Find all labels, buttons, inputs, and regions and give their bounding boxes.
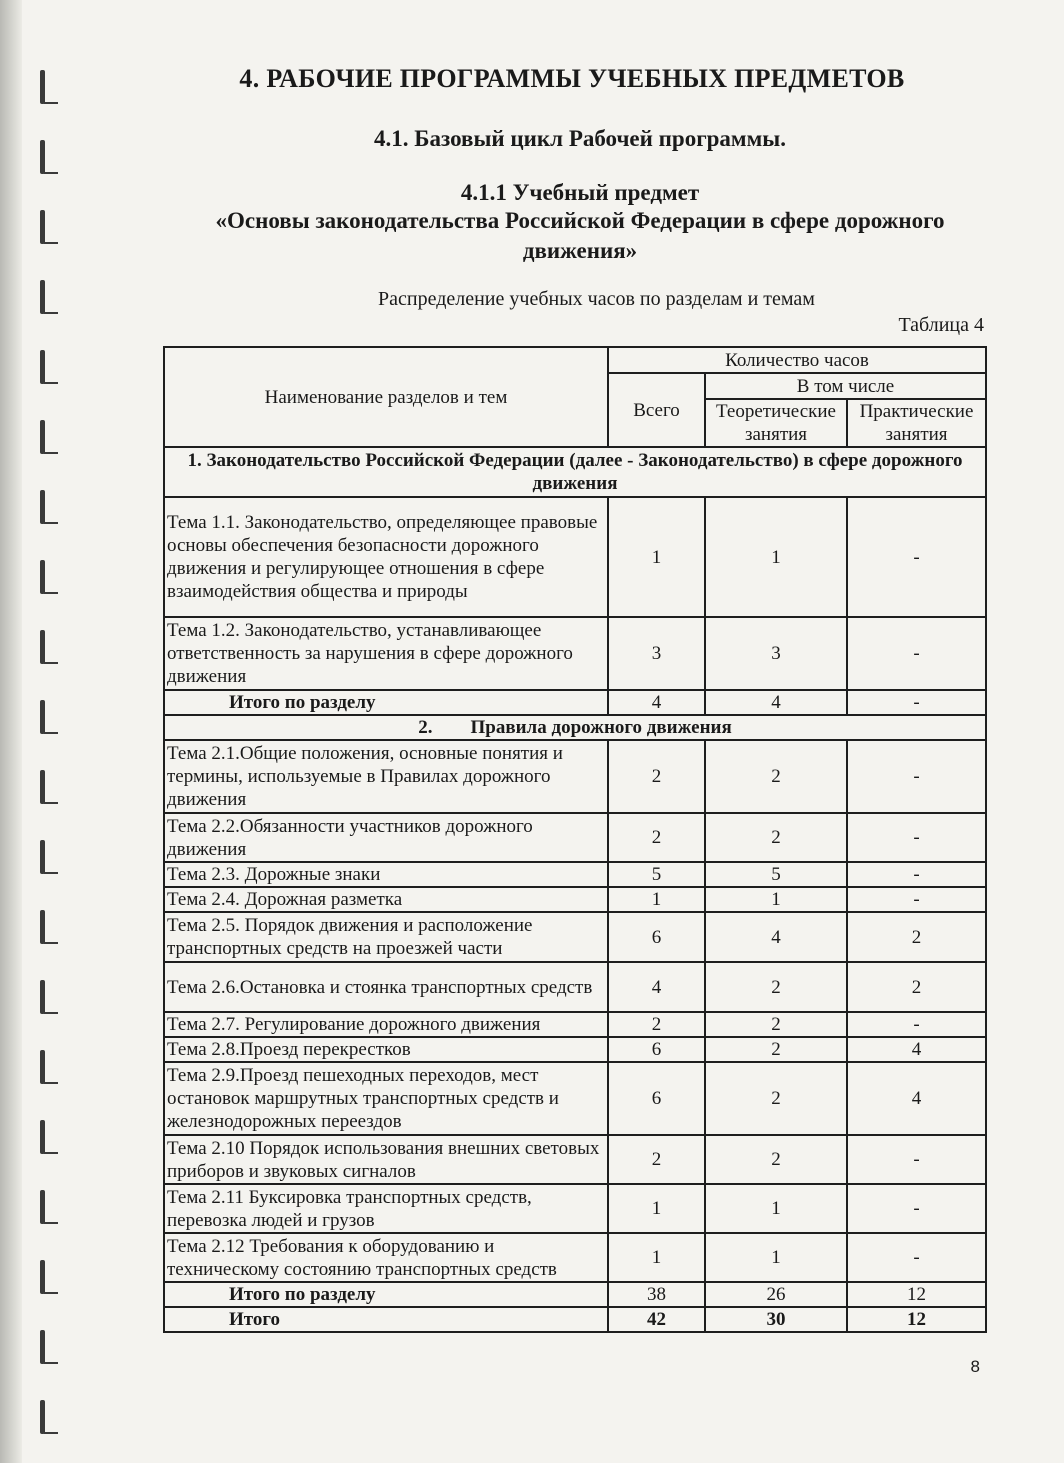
row-topic: Тема 2.5. Порядок движения и расположение транспортных средств на проезжей части <box>164 912 608 962</box>
row-theory: 2 <box>705 962 847 1012</box>
binding-shadow <box>0 0 22 1463</box>
binding-ring-tick <box>44 522 58 524</box>
table-row <box>164 1037 986 1062</box>
row-practice: - <box>847 1012 986 1037</box>
header-total: Всего <box>608 373 705 447</box>
table-number: Таблица 4 <box>898 314 984 336</box>
binding-ring <box>40 560 45 594</box>
row-practice: 2 <box>847 962 986 1012</box>
subtotal-practice: - <box>847 690 986 715</box>
binding-ring-tick <box>44 1012 58 1014</box>
table-row <box>164 862 986 887</box>
binding-ring <box>40 1400 45 1434</box>
binding-ring-tick <box>44 452 58 454</box>
row-total: 5 <box>608 862 705 887</box>
subtotal-label: Итого по разделу <box>164 690 608 715</box>
subtotal-row <box>164 690 986 715</box>
row-topic: Тема 2.2.Обязанности участников дорожного движения <box>164 813 608 862</box>
grand-total-total: 42 <box>608 1307 705 1332</box>
row-practice: 4 <box>847 1062 986 1135</box>
row-total: 6 <box>608 1062 705 1135</box>
row-total: 2 <box>608 740 705 813</box>
binding-ring <box>40 1190 45 1224</box>
row-theory: 5 <box>705 862 847 887</box>
row-theory: 1 <box>705 1233 847 1282</box>
binding-ring-tick <box>44 382 58 384</box>
row-total: 2 <box>608 1012 705 1037</box>
grand-total-theory: 30 <box>705 1307 847 1332</box>
binding-ring-tick <box>44 592 58 594</box>
row-theory: 1 <box>705 1184 847 1233</box>
binding-ring <box>40 210 45 244</box>
binding-ring <box>40 1330 45 1364</box>
subtotal-total: 4 <box>608 690 705 715</box>
binding-ring-tick <box>44 1152 58 1154</box>
row-theory: 2 <box>705 813 847 862</box>
page-number: 8 <box>970 1357 980 1376</box>
header-practice: Практические занятия <box>847 399 986 447</box>
row-theory: 4 <box>705 912 847 962</box>
row-practice: - <box>847 862 986 887</box>
row-total: 1 <box>608 497 705 617</box>
binding-ring-tick <box>44 1362 58 1364</box>
subtotal-theory: 26 <box>705 1282 847 1307</box>
subtotal-total: 38 <box>608 1282 705 1307</box>
table-row <box>164 497 986 617</box>
binding-ring-tick <box>44 102 58 104</box>
row-topic: Тема 1.1. Законодательство, определяющее правовые основы обеспечения безопасности дорожного движения и регулирующее отношения в сфере взаимодействия общества и природы <box>164 497 608 617</box>
table-row <box>164 1062 986 1135</box>
hours-table <box>163 346 987 1333</box>
row-total: 6 <box>608 912 705 962</box>
header-hours: Количество часов <box>608 347 986 373</box>
subject-heading: 4.1.1 Учебный предмет <box>460 180 700 205</box>
table-caption: Распределение учебных часов по разделам и темам <box>378 288 815 310</box>
binding-ring <box>40 770 45 804</box>
binding-ring <box>40 980 45 1014</box>
row-total: 3 <box>608 617 705 690</box>
row-total: 4 <box>608 962 705 1012</box>
grand-total-label: Итого <box>164 1307 608 1332</box>
row-total: 1 <box>608 1184 705 1233</box>
row-practice: - <box>847 617 986 690</box>
binding-ring-tick <box>44 312 58 314</box>
binding-ring-tick <box>44 242 58 244</box>
row-theory: 1 <box>705 887 847 912</box>
section-1-title: 1. Законодательство Российской Федерации (далее - Законодательство) в сфере дорожного движения <box>164 447 986 497</box>
subject-title-line-1: «Основы законодательства Российской Федерации в сфере дорожного <box>215 208 945 233</box>
binding-ring-tick <box>44 942 58 944</box>
row-total: 6 <box>608 1037 705 1062</box>
table-row <box>164 1135 986 1184</box>
subtotal-label: Итого по разделу <box>164 1282 608 1307</box>
subject-title-line-2: движения» <box>522 238 638 263</box>
table-row <box>164 1012 986 1037</box>
section-2-title: 2. Правила дорожного движения <box>164 715 986 740</box>
row-total: 2 <box>608 1135 705 1184</box>
row-topic: Тема 2.9.Проезд пешеходных переходов, мест остановок маршрутных транспортных средств и железнодорожных переездов <box>164 1062 608 1135</box>
binding-ring <box>40 1260 45 1294</box>
row-practice: - <box>847 740 986 813</box>
row-topic: Тема 2.1.Общие положения, основные понятия и термины, используемые в Правилах дорожного движения <box>164 740 608 813</box>
binding-ring-tick <box>44 172 58 174</box>
row-topic: Тема 2.4. Дорожная разметка <box>164 887 608 912</box>
binding-ring <box>40 630 45 664</box>
row-practice: - <box>847 1184 986 1233</box>
binding-ring <box>40 700 45 734</box>
row-practice: - <box>847 1233 986 1282</box>
row-topic: Тема 2.10 Порядок использования внешних световых приборов и звуковых сигналов <box>164 1135 608 1184</box>
row-practice: 2 <box>847 912 986 962</box>
row-theory: 2 <box>705 1012 847 1037</box>
binding-ring <box>40 910 45 944</box>
row-practice: - <box>847 497 986 617</box>
row-practice: - <box>847 813 986 862</box>
binding-ring <box>40 1120 45 1154</box>
row-theory: 2 <box>705 1037 847 1062</box>
binding-ring-tick <box>44 732 58 734</box>
spiral-binding <box>0 0 66 1463</box>
header-including: В том числе <box>705 373 986 399</box>
table-row <box>164 887 986 912</box>
binding-ring-tick <box>44 802 58 804</box>
row-total: 1 <box>608 1233 705 1282</box>
section-heading: 4.1. Базовый цикл Рабочей программы. <box>374 126 786 151</box>
subtotal-theory: 4 <box>705 690 847 715</box>
row-theory: 2 <box>705 740 847 813</box>
row-topic: Тема 2.12 Требования к оборудованию и техническому состоянию транспортных средств <box>164 1233 608 1282</box>
row-topic: Тема 2.7. Регулирование дорожного движения <box>164 1012 608 1037</box>
header-name-column: Наименование разделов и тем <box>164 347 608 447</box>
binding-ring-tick <box>44 1222 58 1224</box>
table-row <box>164 813 986 862</box>
binding-ring <box>40 70 45 104</box>
table-row <box>164 1184 986 1233</box>
binding-ring-tick <box>44 1432 58 1434</box>
row-practice: - <box>847 887 986 912</box>
binding-ring <box>40 490 45 524</box>
binding-ring <box>40 280 45 314</box>
binding-ring <box>40 420 45 454</box>
binding-ring <box>40 350 45 384</box>
row-topic: Тема 2.11 Буксировка транспортных средств, перевозка людей и грузов <box>164 1184 608 1233</box>
row-topic: Тема 2.8.Проезд перекрестков <box>164 1037 608 1062</box>
binding-ring <box>40 840 45 874</box>
binding-ring-tick <box>44 1082 58 1084</box>
row-topic: Тема 2.6.Остановка и стоянка транспортных средств <box>164 962 608 1012</box>
binding-ring <box>40 140 45 174</box>
binding-ring-tick <box>44 662 58 664</box>
row-topic: Тема 1.2. Законодательство, устанавливающее ответственность за нарушения в сфере дорожного движения <box>164 617 608 690</box>
grand-total-row <box>164 1307 986 1332</box>
row-theory: 3 <box>705 617 847 690</box>
row-theory: 2 <box>705 1062 847 1135</box>
binding-ring-tick <box>44 1292 58 1294</box>
table-row <box>164 912 986 962</box>
table-row <box>164 617 986 690</box>
binding-ring-tick <box>44 872 58 874</box>
row-total: 1 <box>608 887 705 912</box>
table-row <box>164 962 986 1012</box>
subtotal-practice: 12 <box>847 1282 986 1307</box>
table-row <box>164 1233 986 1282</box>
subtotal-row <box>164 1282 986 1307</box>
chapter-heading: 4. РАБОЧИЕ ПРОГРАММЫ УЧЕБНЫХ ПРЕДМЕТОВ <box>239 64 905 93</box>
header-theory: Теоретические занятия <box>705 399 847 447</box>
table-row <box>164 740 986 813</box>
row-topic: Тема 2.3. Дорожные знаки <box>164 862 608 887</box>
grand-total-practice: 12 <box>847 1307 986 1332</box>
binding-ring <box>40 1050 45 1084</box>
row-theory: 1 <box>705 497 847 617</box>
row-practice: 4 <box>847 1037 986 1062</box>
row-total: 2 <box>608 813 705 862</box>
row-practice: - <box>847 1135 986 1184</box>
row-theory: 2 <box>705 1135 847 1184</box>
